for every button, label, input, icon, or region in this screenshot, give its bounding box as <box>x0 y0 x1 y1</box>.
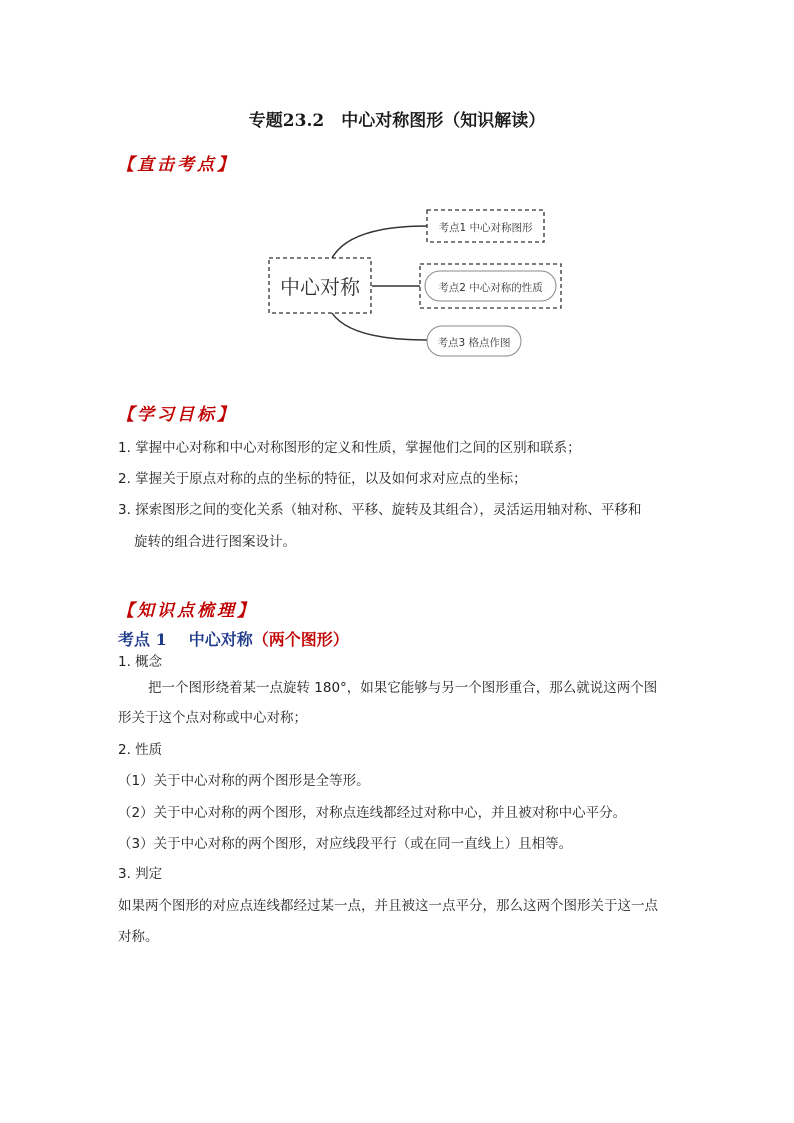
connector-branch-1 <box>332 226 427 258</box>
branch-node-2-label: 考点2 中心对称的性质 <box>438 282 543 294</box>
property-item-2: （2）关于中心对称的两个图形，对称点连线都经过对称中心，并且被对称中心平分。 <box>118 805 627 821</box>
connector-branch-3 <box>332 313 427 340</box>
objective-item-3-continued: 旋转的组合进行图案设计。 <box>134 534 296 550</box>
branch-node-1-label: 考点1 中心对称图形 <box>438 222 533 234</box>
judgement-heading: 3. 判定 <box>118 866 163 882</box>
objective-item-1: 1. 掌握中心对称和中心对称图形的定义和性质，掌握他们之间的区别和联系； <box>118 440 581 456</box>
concept-text-line-2: 形关于这个点对称或中心对称； <box>118 710 307 726</box>
judgement-text-line-2: 对称。 <box>118 929 159 945</box>
judgement-text-line-1: 如果两个图形的对应点连线都经过某一点，并且被这一点平分，那么这两个图形关于这一点 <box>118 898 658 914</box>
page-title: 专题23.2 中心对称图形（知识解读） <box>248 111 546 131</box>
concept-heading: 1. 概念 <box>118 654 163 670</box>
property-item-1: （1）关于中心对称的两个图形是全等形。 <box>118 773 370 789</box>
property-item-3: （3）关于中心对称的两个图形，对应线段平行（或在同一直线上）且相等。 <box>118 836 573 852</box>
topic-1-qualifier: （两个图形） <box>252 630 349 649</box>
branch-node-3-label: 考点3 格点作图 <box>437 337 511 349</box>
topic-1-number: 考点 1 <box>118 630 167 649</box>
topic-1-heading <box>118 627 349 650</box>
property-heading: 2. 性质 <box>118 742 163 758</box>
mind-map-diagram <box>260 200 570 365</box>
concept-text-line-1: 把一个图形绕着某一点旋转 180°，如果它能够与另一个图形重合，那么就说这两个图 <box>148 680 658 696</box>
section-heading-knowledge: 【知识点梳理】 <box>117 601 257 621</box>
objective-item-3: 3. 探索图形之间的变化关系（轴对称、平移、旋转及其组合），灵活运用轴对称、平移和 <box>118 502 642 518</box>
center-node-label: 中心对称 <box>280 275 360 299</box>
section-heading-exam-points: 【直击考点】 <box>117 155 237 175</box>
objective-item-2: 2. 掌握关于原点对称的点的坐标的特征，以及如何求对应点的坐标； <box>118 471 527 487</box>
section-heading-objectives: 【学习目标】 <box>117 405 237 425</box>
topic-1-name: 中心对称 <box>188 630 253 649</box>
